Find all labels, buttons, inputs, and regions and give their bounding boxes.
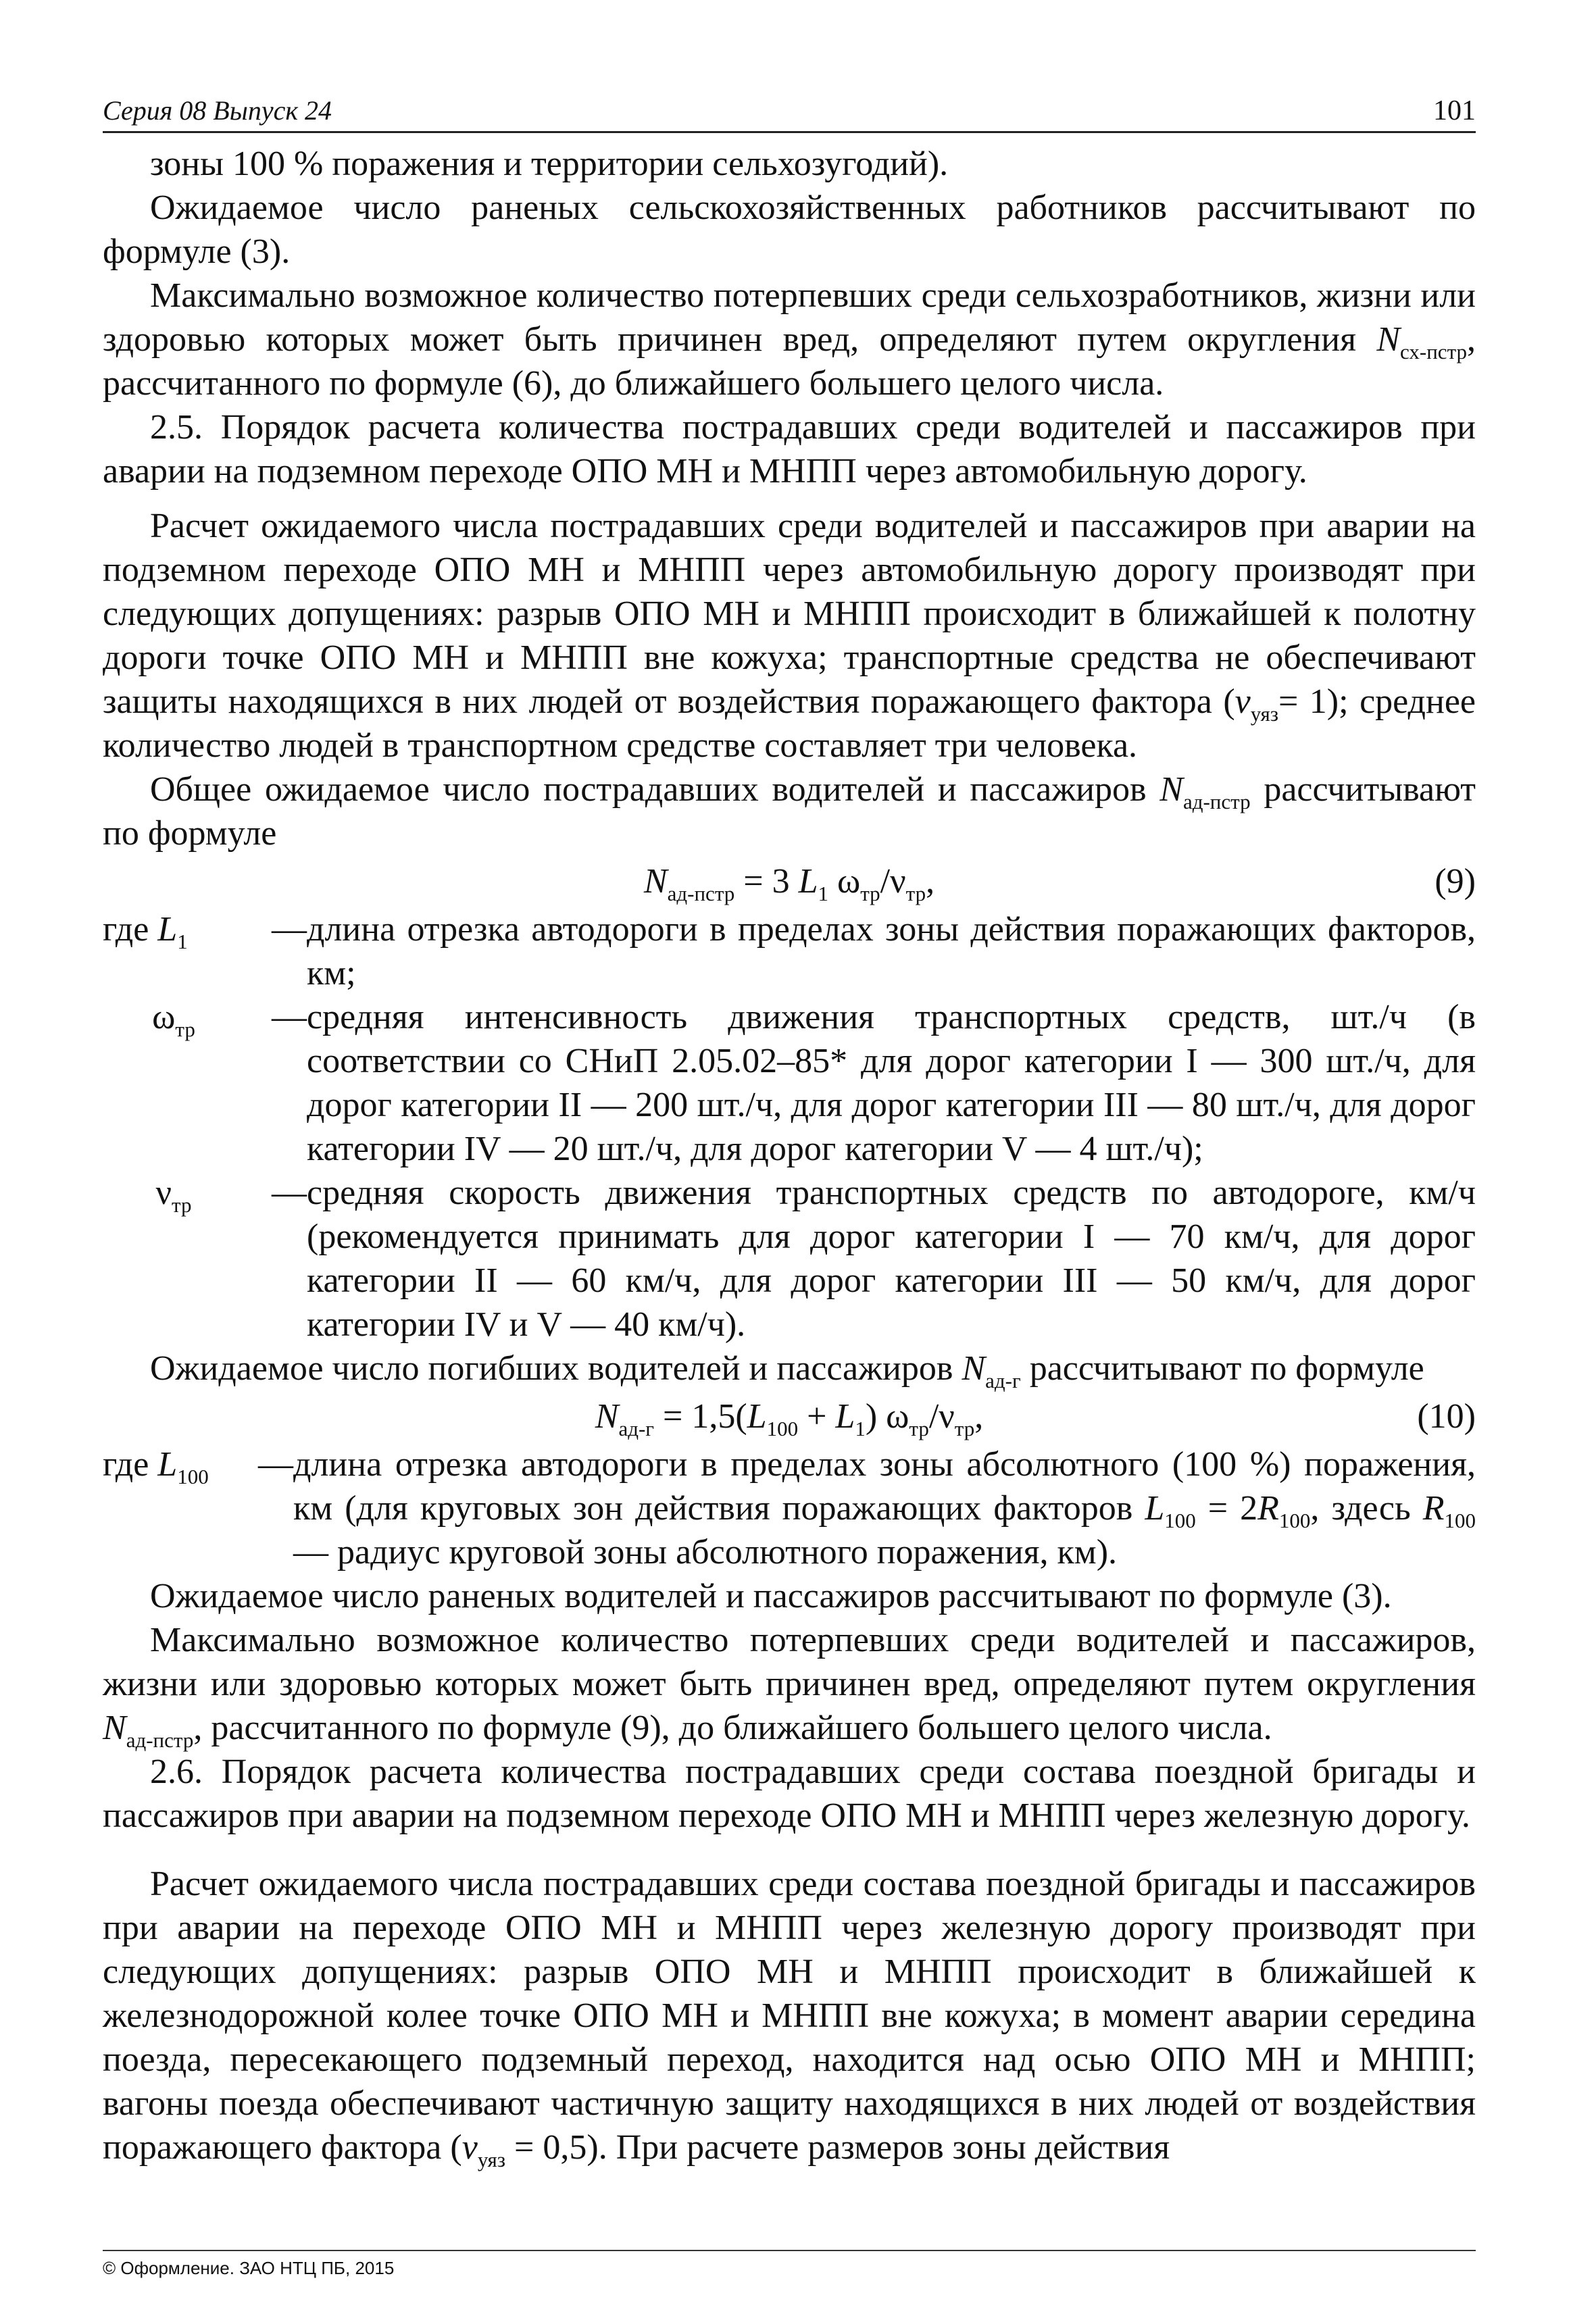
formula-number: (10) (1417, 1397, 1476, 1436)
section-heading-2-5: 2.5. Порядок расчета количества пострадавших среди водителей и пассажиров при аварии на подземном переходе ОПО МН и МНПП через автомобильную дорогу. (103, 408, 1476, 491)
definition-L1: где $L_1$ — длина отрезка автодороги в пределах зоны действия поражающих факторов, км; (103, 910, 1476, 992)
running-header (103, 95, 1476, 133)
page-number: 101 (1433, 95, 1476, 126)
paragraph: Общее ожидаемое число пострадавших водителей и пассажиров $N_{ад-пстр}$ рассчитывают по формуле (103, 770, 1476, 853)
paragraph: Ожидаемое число погибших водителей и пассажиров $N_{ад-г}$ рассчитывают по формуле (150, 1349, 1424, 1392)
paragraph: Максимально возможное количество потерпевших среди сельхозработников, жизни или здоровью которых может быть причинен вред, определяют путем округления $N_{сх-пстр}$, рассчитанного по формуле (6), до ближайшего большего целого числа. (103, 276, 1476, 403)
formula-10: $N_{ад-г} = 1,5(L_{100} + L_1)$ $\omega_{тр}/\nu_{тр}$, (10) (103, 1394, 1476, 1438)
page-body (103, 142, 1476, 2169)
definition-L100: где $L_{100}$ — длина отрезка автодороги в пределах зоны абсолютного (100 %) поражения, км (для круговых зон действия поражающих факторов $L_{100} = 2R_{100}$, здесь $R_{100}$ — радиус круговой зоны абсолютного поражения, км). (103, 1445, 1476, 1571)
paragraph: зоны 100 % поражения и территории сельхозугодий). (150, 145, 949, 183)
series-title: Серия 08 Выпуск 24 (103, 95, 332, 126)
formula-9: $N_{ад-пстр} = 3$ $L_1$ $\omega_{тр}/\nu_{тр}$, (9) (103, 859, 1476, 903)
footer-copyright: © Оформление. ЗАО НТЦ ПБ, 2015 (103, 2250, 1476, 2279)
paragraph: Расчет ожидаемого числа пострадавших среди состава поездной бригады и пассажиров при аварии на переходе ОПО МН и МНПП через железную дорогу производят при следующих допущениях: разрыв ОПО МН и МНПП происходит в ближайшей к железнодорожной колее точке ОПО МН и МНПП вне кожуха; в момент аварии середина поезда, пересекающего подземный переход, находится над осью ОПО МН и МНПП; вагоны поезда обеспечивают частичную защиту находящихся в них людей от воздействия поражающего фактора $(v_{уяз} = 0,5)$. При расчете размеров зоны действия (103, 1865, 1476, 2171)
definition-omega: $\omega_{тр}$ — средняя интенсивность движения транспортных средств, шт./ч (в соответствии со СНиП 2.05.02–85* для дорог категории I — 300 шт./ч, для дорог категории II — 200 шт./ч, для дорог категории III — 80 шт./ч, для дорог категории IV — 20 шт./ч, для дорог категории V — 4 шт./ч); (152, 998, 1476, 1168)
paragraph: Ожидаемое число раненых сельскохозяйственных работников рассчитывают по формуле (3). (103, 188, 1476, 271)
paragraph: Максимально возможное количество потерпевших среди водителей и пассажиров, жизни или здоровью которых может быть причинен вред, определяют путем округления $N_{ад-пстр}$, рассчитанного по формуле (9), до ближайшего большего целого числа. (103, 1621, 1476, 1752)
definition-nu: $\nu_{тр}$ — средняя скорость движения транспортных средств по автодороге, км/ч (рекомендуется принимать для дорог категории I — 70 км/ч, для дорог категории II — 60 км/ч, для дорог категории III — 50 км/ч, для дорог категории IV и V — 40 км/ч). (155, 1174, 1476, 1344)
paragraph: Расчет ожидаемого числа пострадавших среди водителей и пассажиров при аварии на подземном переходе ОПО МН и МНПП через автомобильную дорогу производят при следующих допущениях: разрыв ОПО МН и МНПП происходит в ближайшей к полотну дороги точке ОПО МН и МНПП вне кожуха; транспортные средства не обеспечивают защиты находящихся в них людей от воздействия поражающего фактора $(v_{уяз}= 1)$; среднее количество людей в транспортном средстве составляет три человека. (103, 507, 1476, 765)
paragraph: Ожидаемое число раненых водителей и пассажиров рассчитывают по формуле (3). (150, 1577, 1392, 1615)
formula-number: (9) (1435, 862, 1476, 901)
section-heading-2-6: 2.6. Порядок расчета количества пострадавших среди состава поездной бригады и пассажиров при аварии на подземном переходе ОПО МН и МНПП через железную дорогу. (103, 1753, 1476, 1835)
